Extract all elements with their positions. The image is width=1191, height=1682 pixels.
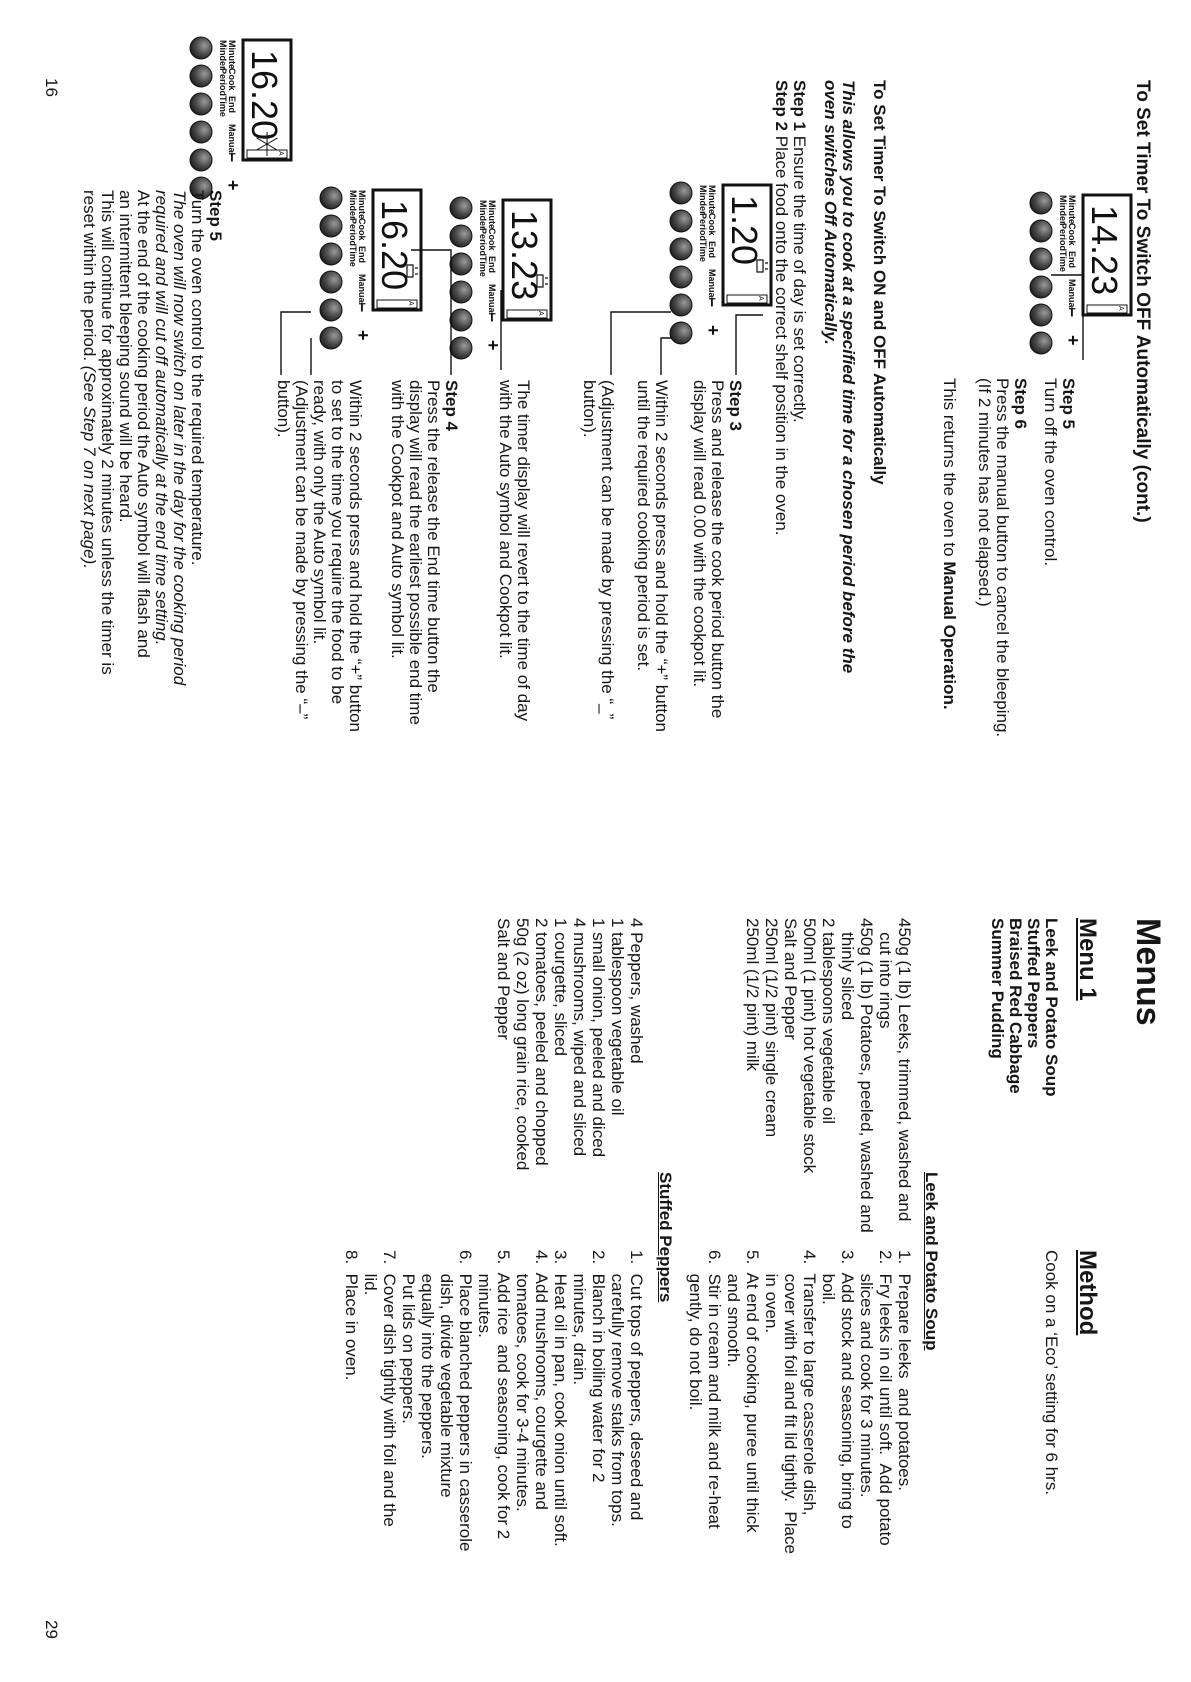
- section2-title: To Set Timer To Switch ON and OFF Automatically: [870, 80, 889, 485]
- button-label: Period: [478, 228, 488, 257]
- timer-button[interactable]: [190, 121, 212, 143]
- method-line: 3. Add stock and seasoning, bring to: [838, 1250, 857, 1529]
- timer-button[interactable]: [1030, 220, 1052, 242]
- step3-line: Press and release the cook period button the: [708, 380, 727, 719]
- button-label: Minute: [707, 185, 717, 214]
- lcd-digits: 13.23: [504, 210, 545, 301]
- method-line: 4. Add mushrooms, courgette and: [532, 1250, 551, 1510]
- method-line: 1. Prepare leeks and potatoes.: [895, 1250, 914, 1491]
- step2-line: Step 2 Place food onto the correct shelf position in the oven.: [772, 80, 791, 536]
- timer-button[interactable]: [190, 93, 212, 115]
- ingredient-line: 1 tablespoon vegetable oil: [608, 918, 627, 1116]
- step5b-line: At the end of the cooking period the Auto symbol will flash and: [134, 190, 153, 658]
- button-label: Period: [218, 68, 228, 97]
- connector-line: [736, 315, 763, 375]
- dish-item: Braised Red Cabbage: [1006, 918, 1025, 1094]
- ingredient-line: 50g (2 oz) long grain rice, cooked: [513, 918, 532, 1171]
- connector-line: [611, 312, 671, 375]
- plus-button[interactable]: [1030, 332, 1052, 354]
- section2-italic-1: This allows you to cook at a specified time for a chosen period before the: [839, 80, 858, 674]
- plus-button[interactable]: [670, 322, 692, 344]
- button-label: Minute: [357, 190, 367, 219]
- button-label: Time: [218, 96, 228, 117]
- minus-button[interactable]: [670, 294, 692, 316]
- plus-label: +: [483, 340, 503, 351]
- plus-label: +: [353, 330, 373, 341]
- ingredient-line: 500ml (1 pint) hot vegetable stock: [800, 918, 819, 1174]
- minus-button[interactable]: [190, 149, 212, 171]
- timer-button[interactable]: [320, 187, 342, 209]
- page-title: To Set Timer To Switch OFF Automatically (cont.): [1132, 80, 1153, 523]
- plus-button[interactable]: [450, 337, 472, 359]
- timer-button[interactable]: [320, 215, 342, 237]
- within4-line: Within 2 seconds press and hold the “+” button: [346, 380, 365, 733]
- method-line: dish, divide vegetable mixture: [437, 1250, 456, 1498]
- minus-button[interactable]: [1030, 304, 1052, 326]
- step5b-line: Turn the oven control to the required temperature.: [188, 190, 207, 566]
- step4-line: display will read the earliest possible end time: [406, 380, 425, 725]
- timer-button[interactable]: [450, 225, 472, 247]
- button-label: Minder: [218, 40, 228, 70]
- control-panel: [190, 37, 291, 199]
- button-label: End: [487, 256, 497, 273]
- button-label: Cook: [487, 228, 497, 251]
- step6-line1: Press the manual button to cancel the bleeping.: [993, 378, 1012, 738]
- button-label: Minder: [1058, 195, 1068, 225]
- within4-line: (Adjustment can be made by pressing the “–”: [292, 380, 311, 720]
- menus-heading: Menus: [1129, 918, 1167, 1026]
- ingredient-line: 250ml (1/2 pint) single cream: [762, 918, 781, 1138]
- timer-button[interactable]: [1030, 192, 1052, 214]
- lcd-digits: 1.20: [724, 195, 765, 266]
- step6-line2: (If 2 minutes has not elapsed.): [975, 378, 994, 607]
- step5-label: Step 5: [1059, 378, 1078, 430]
- ingredient-line: 4 Peppers, washed: [627, 918, 646, 1064]
- dish-item: Stuffed Peppers: [1024, 918, 1043, 1049]
- timer-button[interactable]: [1030, 248, 1052, 270]
- button-label: Period: [1058, 223, 1068, 252]
- page-number-left: 16: [42, 78, 61, 97]
- method-line: 2. Fry leeks in oil until soft. Add potato: [876, 1250, 895, 1546]
- method-line: and smooth.: [724, 1250, 743, 1368]
- auto-indicator: A: [757, 296, 764, 301]
- button-label: Minute: [1067, 195, 1077, 224]
- timer-button[interactable]: [320, 271, 342, 293]
- ingredient-line: cut into rings: [876, 918, 895, 1029]
- ingredient-line: 450g (1 lb) Potatoes, peeled, washed and: [857, 918, 876, 1233]
- step3-line: display will read 0.00 with the cookpot lit.: [690, 380, 709, 688]
- method-line: lid.: [361, 1250, 380, 1296]
- method-line: tomatoes, cook for 3-4 minutes.: [513, 1250, 532, 1512]
- within4-line: button).: [274, 380, 293, 438]
- ingredient-line: 250ml (1/2 pint) milk: [743, 918, 762, 1072]
- timer-button[interactable]: [670, 182, 692, 204]
- step4-label: Step 4: [442, 380, 461, 432]
- ingredient-line: Salt and Pepper: [494, 918, 513, 1040]
- button-label: Period: [348, 218, 358, 247]
- method-line: 4. Transfer to large casserole dish,: [800, 1250, 819, 1516]
- auto-indicator: A: [537, 311, 544, 316]
- lcd-digits: 16.20: [374, 200, 415, 291]
- button-label: Minute: [227, 40, 237, 69]
- button-label: Manual: [227, 124, 237, 156]
- button-label: End: [1067, 251, 1077, 268]
- button-label: Period: [698, 213, 708, 242]
- step5b-line: an intermittent bleeping sound will be heard.: [116, 190, 135, 523]
- button-label: Cook: [1067, 223, 1077, 246]
- method-line: minutes.: [475, 1250, 494, 1338]
- plus-label: +: [223, 180, 243, 191]
- method-note: Cook on a ‘Eco’ setting for 6 hrs.: [1042, 1250, 1061, 1496]
- step5b-italic: required and will cut off automatically at the end time setting.: [152, 190, 171, 646]
- ingredient-line: 2 tablespoons vegetable oil: [819, 918, 838, 1125]
- minus-label: –: [1063, 307, 1083, 318]
- revert-line: with the Auto symbol and Cookpot lit.: [496, 380, 515, 659]
- within3-line: until the required cooking period is set.: [634, 380, 653, 672]
- ingredient-line: 1 courgette, sliced: [551, 918, 570, 1056]
- plus-button[interactable]: [320, 327, 342, 349]
- button-label: Time: [478, 256, 488, 277]
- step6-label: Step 6: [1011, 378, 1030, 430]
- menu-title: Menu 1: [1074, 918, 1101, 1001]
- minus-label: –: [353, 302, 373, 313]
- minus-label: –: [223, 152, 243, 163]
- adjust3-line: (Adjustment can be made by pressing the “_”: [598, 380, 617, 720]
- revert-line: The timer display will revert to the time of day: [514, 380, 533, 722]
- button-label: Cook: [227, 68, 237, 91]
- method-title: Method: [1074, 1250, 1101, 1336]
- method-line: Put lids on peppers.: [399, 1250, 418, 1424]
- button-label: Manual: [1067, 279, 1077, 311]
- timer-button[interactable]: [450, 253, 472, 275]
- button-label: Cook: [707, 213, 717, 236]
- minus-label: –: [703, 297, 723, 308]
- method-line: equally into the peppers.: [418, 1250, 437, 1459]
- minus-button[interactable]: [450, 309, 472, 331]
- button-label: Time: [698, 241, 708, 262]
- ingredient-line: 2 tomatoes, peeled and chopped: [532, 918, 551, 1166]
- peppers-title: Stuffed Peppers: [656, 1172, 675, 1303]
- method-line: carefully remove stalks from tops.: [608, 1250, 627, 1527]
- lcd-digits: 16.20: [244, 50, 285, 141]
- method-line: slices and cook for 3 minutes.: [857, 1250, 876, 1498]
- control-panel: [1030, 192, 1131, 354]
- button-label: End: [357, 246, 367, 263]
- connector-line: [661, 338, 671, 375]
- step5b-last-line: reset within the period. (See Step 7 on next page).: [80, 190, 99, 569]
- plus-label: +: [1063, 335, 1083, 346]
- method-line: in oven.: [762, 1250, 781, 1334]
- timer-button[interactable]: [190, 65, 212, 87]
- timer-button[interactable]: [670, 266, 692, 288]
- section2-italic-2: oven switches Off Automatically.: [821, 80, 840, 345]
- button-label: Time: [348, 246, 358, 267]
- timer-button[interactable]: [450, 197, 472, 219]
- soup-title: Leek and Potato Soup: [922, 1172, 941, 1351]
- timer-button[interactable]: [670, 210, 692, 232]
- returns-line: This returns the oven to Manual Operation.: [940, 378, 959, 710]
- button-label: End: [707, 241, 717, 258]
- method-line: 7. Cover dish tightly with foil and the: [380, 1250, 399, 1527]
- dish-item: Summer Pudding: [988, 918, 1007, 1059]
- ingredient-line: 450g (1 lb) Leeks, trimmed, washed and: [895, 918, 914, 1222]
- method-line: 5. At end of cooking, puree until thick: [743, 1250, 762, 1533]
- dish-item: Leek and Potato Soup: [1042, 918, 1061, 1097]
- button-label: Minder: [698, 185, 708, 215]
- timer-button[interactable]: [320, 243, 342, 265]
- page-number-right: 29: [42, 1620, 61, 1639]
- timer-button[interactable]: [190, 37, 212, 59]
- within4-line: ready, with only the Auto symbol lit.: [310, 380, 329, 645]
- control-panel: [320, 187, 421, 349]
- button-label: Minder: [348, 190, 358, 220]
- control-panel: [670, 182, 771, 344]
- step1-line: Step 1 Ensure the time of day is set correctly.: [790, 80, 809, 423]
- ingredient-line: Salt and Pepper: [781, 918, 800, 1040]
- auto-indicator: A: [407, 301, 414, 306]
- button-label: Time: [1058, 251, 1068, 272]
- plus-label: +: [703, 325, 723, 336]
- method-line: minutes, drain.: [570, 1250, 589, 1386]
- method-line: 6. Stir in cream and milk and re-heat: [705, 1250, 724, 1529]
- auto-indicator: A: [1117, 306, 1124, 311]
- method-line: 6. Place blanched peppers in casserole: [456, 1250, 475, 1552]
- button-label: Manual: [487, 284, 497, 316]
- method-line: cover with foil and fit lid tightly. Place: [781, 1250, 800, 1554]
- within3-line: Within 2 seconds press and hold the “+” button: [652, 380, 671, 733]
- timer-button[interactable]: [670, 238, 692, 260]
- method-line: 8. Place in oven.: [342, 1250, 361, 1381]
- button-label: Minute: [487, 200, 497, 229]
- method-line: 1. Cut tops of peppers, deseed and: [627, 1250, 646, 1521]
- step3-label: Step 3: [726, 380, 745, 432]
- ingredient-line: 1 small onion, peeled and diced: [589, 918, 608, 1158]
- within4-line: to set to the time you require the food to be: [328, 380, 347, 705]
- connector-line: [281, 312, 311, 375]
- step5b-line: This will continue for approximately 2 minutes unless the timer is: [98, 190, 117, 675]
- button-label: Manual: [357, 274, 367, 306]
- ingredient-line: 4 mushrooms, wiped and sliced: [570, 918, 589, 1157]
- step4-line: with the Cookpot and Auto symbol lit.: [388, 380, 407, 659]
- step4-line: Press the release the End time button the: [424, 380, 443, 693]
- method-line: 5. Add rice and seasoning, cook for 2: [494, 1250, 513, 1540]
- lcd-digits: 14.23: [1084, 205, 1125, 296]
- method-line: 3. Heat oil in pan, cook onion until soft.: [551, 1250, 570, 1547]
- timer-button[interactable]: [450, 281, 472, 303]
- method-line: boil.: [819, 1250, 838, 1305]
- timer-button[interactable]: [1030, 276, 1052, 298]
- minus-button[interactable]: [320, 299, 342, 321]
- method-line: gently, do not boil.: [686, 1250, 705, 1411]
- step5b-italic: The oven will now switch on later in the day for the cooking period: [170, 190, 189, 686]
- method-line: 2. Blanch in boiling water for 2: [589, 1250, 608, 1483]
- button-label: Manual: [707, 269, 717, 301]
- button-label: End: [227, 96, 237, 113]
- adjust3-line: button).: [580, 380, 599, 438]
- minus-label: –: [483, 312, 503, 323]
- button-label: Minder: [478, 200, 488, 230]
- step5b-label: Step 5: [206, 190, 225, 242]
- step5-text: Turn off the oven control.: [1041, 378, 1060, 567]
- ingredient-line: thinly sliced: [838, 918, 857, 1021]
- auto-indicator: A: [277, 151, 284, 156]
- button-label: Cook: [357, 218, 367, 241]
